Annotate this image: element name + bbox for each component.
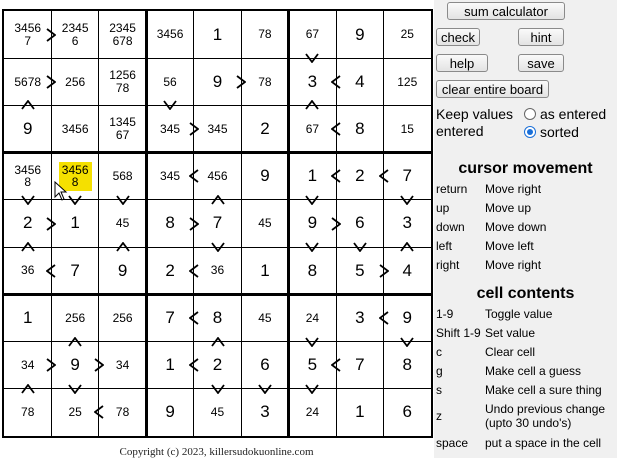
cell-r6c2[interactable]	[51, 247, 98, 294]
cell-value: 1	[355, 402, 365, 422]
cell-r9c6[interactable]	[241, 389, 288, 436]
chevron-down-icon	[258, 384, 272, 394]
cell-r7c8[interactable]	[336, 294, 383, 341]
cursor_movement-key: up	[436, 201, 450, 215]
cell_contents-key: z	[436, 409, 442, 423]
greater-than-icon	[189, 217, 199, 231]
cell-r7c1[interactable]	[4, 294, 51, 341]
cell-candidates: 3456 8	[14, 162, 42, 190]
cell-candidates: 34	[115, 357, 130, 372]
cell-r2c8[interactable]	[336, 58, 383, 105]
less-than-icon	[46, 264, 56, 278]
cell_contents-desc: Clear cell	[485, 345, 536, 359]
save-button[interactable]: save	[518, 54, 564, 72]
less-than-icon	[379, 169, 389, 183]
sudoku-board	[2, 9, 433, 438]
chevron-down-icon	[305, 53, 319, 63]
cell-candidates: 3456	[61, 121, 89, 136]
greater-than-icon	[189, 122, 199, 136]
cell-r1c7[interactable]	[289, 11, 336, 58]
cursor_movement-desc: Move left	[485, 239, 534, 253]
cell-r5c2[interactable]	[51, 200, 98, 247]
cell-value: 1	[260, 260, 270, 280]
greater-than-icon	[331, 217, 341, 231]
cell-value: 5	[355, 260, 365, 280]
chevron-down-icon	[163, 100, 177, 110]
help-button[interactable]: help	[436, 54, 488, 72]
cell-r1c2[interactable]	[51, 11, 98, 58]
cell-value: 1	[307, 166, 318, 186]
cell-r8c1[interactable]	[4, 342, 51, 389]
cell-value: 9	[22, 119, 33, 139]
greater-than-icon	[94, 358, 104, 372]
cell-candidates: 67	[305, 121, 320, 136]
cell-r4c6[interactable]	[241, 153, 288, 200]
chevron-up-icon	[400, 242, 414, 252]
cell-r1c4[interactable]	[146, 11, 193, 58]
cell-value: 9	[165, 402, 175, 422]
cell-candidates: 78	[258, 27, 272, 42]
cell-r4c3[interactable]	[99, 153, 146, 200]
cell-value: 8	[212, 307, 223, 327]
cell-value: 9	[402, 307, 412, 327]
cell-value: 1	[22, 307, 33, 327]
cell-value: 7	[70, 260, 80, 280]
cell-value: 3	[260, 402, 270, 422]
cell-candidates: 45	[210, 405, 225, 420]
cell-value: 8	[355, 119, 365, 139]
cell-candidates: 2345 678	[109, 21, 136, 48]
cursor-movement-title: cursor movement	[458, 160, 593, 177]
cell-value: 4	[355, 71, 365, 91]
cell-r4c4[interactable]	[146, 153, 193, 200]
chevron-down-icon	[68, 384, 82, 394]
cell-value: 2	[22, 213, 33, 233]
cell-r1c3[interactable]	[99, 11, 146, 58]
cell_contents-key: space	[436, 436, 469, 450]
cell-value: 8	[165, 213, 175, 233]
cell-r6c3[interactable]	[99, 247, 146, 294]
cell-r5c7[interactable]	[289, 200, 336, 247]
cell-candidates: 1256 78	[109, 68, 136, 95]
cursor_movement-desc: Move right	[485, 258, 542, 272]
cell-r2c5[interactable]	[194, 58, 241, 105]
less-than-icon	[189, 169, 199, 183]
cell-r6c6[interactable]	[241, 247, 288, 294]
cell-candidates: 5678	[14, 74, 42, 89]
cell-candidates: 568	[112, 168, 133, 183]
cell-r5c1[interactable]	[4, 200, 51, 247]
cell-value: 6	[355, 213, 365, 233]
cell-r6c4[interactable]	[146, 247, 193, 294]
cell-candidates: 25	[400, 27, 414, 42]
cell-r1c1[interactable]	[4, 11, 51, 58]
cell-r1c8[interactable]	[336, 11, 383, 58]
cell-candidates: 45	[258, 310, 272, 325]
chevron-down-icon	[68, 195, 82, 205]
cell-candidates: 3456 8	[59, 162, 92, 191]
cell-value: 3	[355, 307, 365, 327]
cell-value: 2	[260, 119, 270, 139]
cell_contents-key: Shift 1-9	[436, 326, 481, 340]
box-divider-vertical	[145, 11, 148, 436]
cell-contents-title: cell contents	[476, 285, 575, 302]
sum-calculator-button[interactable]: sum calculator	[447, 2, 565, 20]
cell_contents-key: c	[436, 345, 442, 359]
cell-r6c9[interactable]	[384, 247, 431, 294]
copyright-text: Copyright (c) 2023, killersudokuonline.com	[119, 446, 314, 458]
cell-value: 8	[307, 260, 318, 280]
cell-candidates: 67	[305, 27, 320, 42]
sorted-label: sorted	[540, 124, 579, 140]
cell-r8c5[interactable]	[194, 342, 241, 389]
cell-r8c9[interactable]	[384, 342, 431, 389]
cell-r5c5[interactable]	[194, 200, 241, 247]
cell-candidates: 256	[112, 310, 133, 325]
cell-value: 9	[260, 166, 270, 186]
cell-value: 1	[165, 355, 175, 375]
box-divider-horizontal	[4, 151, 431, 154]
chevron-up-icon	[21, 384, 35, 394]
cell-r2c3[interactable]	[99, 58, 146, 105]
cell-r8c2[interactable]	[51, 342, 98, 389]
cell-r6c7[interactable]	[289, 247, 336, 294]
less-than-icon	[189, 358, 199, 372]
cell-candidates: 45	[258, 216, 272, 231]
cell-candidates: 456	[207, 168, 228, 183]
cell-r4c8[interactable]	[336, 153, 383, 200]
cell-r2c4[interactable]	[146, 58, 193, 105]
cell-candidates: 45	[115, 216, 130, 231]
cell-value: 7	[402, 166, 412, 186]
cell-r3c4[interactable]	[146, 105, 193, 152]
grid-line-vertical	[98, 11, 99, 436]
cursor_movement-key: down	[436, 220, 465, 234]
grid-line-horizontal	[4, 58, 431, 59]
cell-r7c4[interactable]	[146, 294, 193, 341]
less-than-icon	[379, 311, 389, 325]
cell-r3c5[interactable]	[194, 105, 241, 152]
chevron-up-icon	[116, 242, 130, 252]
cell-r4c5[interactable]	[194, 153, 241, 200]
cell-candidates: 56	[163, 74, 177, 89]
cell-r9c8[interactable]	[336, 389, 383, 436]
cell-r7c2[interactable]	[51, 294, 98, 341]
greater-than-icon	[46, 217, 56, 231]
cell-candidates: 78	[115, 405, 130, 420]
cursor_movement-desc: Move right	[485, 182, 542, 196]
chevron-down-icon	[353, 242, 367, 252]
cell-value: 7	[212, 213, 223, 233]
cursor_movement-desc: Move up	[485, 201, 532, 215]
cell-value: 6	[260, 355, 270, 375]
chevron-down-icon	[305, 242, 319, 252]
cell_contents-desc: Toggle value	[485, 307, 553, 321]
cell-r9c5[interactable]	[194, 389, 241, 436]
cell_contents-desc: Make cell a sure thing	[485, 383, 602, 397]
cursor_movement-key: left	[436, 239, 453, 253]
cell-r6c1[interactable]	[4, 247, 51, 294]
cell-r3c6[interactable]	[241, 105, 288, 152]
cell-r8c8[interactable]	[336, 342, 383, 389]
cell-candidates: 15	[400, 121, 414, 136]
cell-r1c6[interactable]	[241, 11, 288, 58]
cell_contents-desc: Set value	[485, 326, 536, 340]
greater-than-icon	[46, 75, 56, 89]
less-than-icon	[331, 358, 341, 372]
cell-candidates: 24	[305, 405, 320, 420]
cell-value: 1	[212, 24, 223, 44]
cell-r5c8[interactable]	[336, 200, 383, 247]
cell-candidates: 78	[21, 405, 35, 420]
chevron-up-icon	[211, 195, 225, 205]
cell-value: 9	[117, 260, 128, 280]
cell-r5c4[interactable]	[146, 200, 193, 247]
cell-value: 7	[165, 307, 175, 327]
cell-candidates: 345	[160, 168, 181, 183]
cell-candidates: 24	[305, 310, 320, 325]
cell-r2c9[interactable]	[384, 58, 431, 105]
cell-value: 6	[402, 402, 412, 422]
cursor_movement-desc: Move down	[485, 220, 547, 234]
cell-candidates: 2345 6	[61, 21, 89, 48]
cell_contents-key: s	[436, 383, 442, 397]
sorted-radio[interactable]	[524, 126, 536, 138]
cursor_movement-key: return	[436, 182, 468, 196]
cell-r9c9[interactable]	[384, 389, 431, 436]
cell-r5c3[interactable]	[99, 200, 146, 247]
hint-button[interactable]: hint	[518, 28, 564, 46]
cell-candidates: 1345 67	[109, 115, 136, 143]
cell-value: 8	[402, 355, 412, 375]
chevron-down-icon	[211, 384, 225, 394]
cell-r9c3[interactable]	[99, 389, 146, 436]
cell-r1c9[interactable]	[384, 11, 431, 58]
cell-value: 9	[70, 355, 80, 375]
cell-r2c7[interactable]	[289, 58, 336, 105]
control-panel	[434, 0, 617, 458]
greater-than-icon	[236, 75, 246, 89]
chevron-down-icon	[400, 337, 414, 347]
cell-r2c6[interactable]	[241, 58, 288, 105]
cell-r5c9[interactable]	[384, 200, 431, 247]
cell-value: 1	[70, 213, 80, 233]
cell-candidates: 125	[397, 74, 418, 89]
cell-value: 3	[307, 71, 318, 91]
grid-line-horizontal	[4, 105, 431, 106]
box-divider-horizontal	[4, 293, 431, 296]
cell-r4c9[interactable]	[384, 153, 431, 200]
chevron-down-icon	[116, 195, 130, 205]
cell-candidates: 345	[207, 121, 228, 136]
cell-candidates: 256	[65, 74, 86, 89]
cell-r4c7[interactable]	[289, 153, 336, 200]
chevron-up-icon	[21, 242, 35, 252]
greater-than-icon	[379, 264, 389, 278]
cell-candidates: 36	[21, 263, 35, 278]
cell-r3c1[interactable]	[4, 105, 51, 152]
less-than-icon	[94, 405, 104, 419]
cell_contents-desc: put a space in the cell	[485, 436, 602, 450]
cell-r2c2[interactable]	[51, 58, 98, 105]
cell-r6c8[interactable]	[336, 247, 383, 294]
cell-r8c6[interactable]	[241, 342, 288, 389]
cell-r1c5[interactable]	[194, 11, 241, 58]
cell-r3c8[interactable]	[336, 105, 383, 152]
cell-r9c4[interactable]	[146, 389, 193, 436]
clear-board-button[interactable]: clear entire board	[436, 80, 549, 98]
cell-r7c3[interactable]	[99, 294, 146, 341]
cell-candidates: 34	[21, 357, 35, 372]
cell-candidates: 256	[65, 310, 86, 325]
cell-r8c7[interactable]	[289, 342, 336, 389]
greater-than-icon	[46, 358, 56, 372]
cell_contents-desc: Undo previous change (upto 30 undo's)	[485, 402, 606, 431]
less-than-icon	[331, 122, 341, 136]
as-entered-label: as entered	[540, 106, 607, 122]
cell_contents-desc: Make cell a guess	[485, 364, 582, 378]
mouse-pointer-icon	[54, 181, 68, 201]
cell-value: 2	[165, 260, 175, 280]
cell-candidates: 78	[258, 74, 272, 89]
less-than-icon	[331, 169, 341, 183]
cell-value: 4	[402, 260, 412, 280]
chevron-up-icon	[68, 337, 82, 347]
cursor_movement-key: right	[436, 258, 460, 272]
chevron-down-icon	[400, 195, 414, 205]
cell-r7c6[interactable]	[241, 294, 288, 341]
cell-value: 5	[307, 355, 318, 375]
box-divider-vertical	[287, 11, 290, 436]
cell-r9c7[interactable]	[289, 389, 336, 436]
cell-r7c7[interactable]	[289, 294, 336, 341]
keep-values-label-2: entered	[436, 123, 484, 139]
cell-candidates: 3456 7	[14, 21, 42, 48]
chevron-down-icon	[211, 242, 225, 252]
chevron-up-icon	[211, 337, 225, 347]
cell_contents-key: 1-9	[436, 307, 454, 321]
cell-r5c6[interactable]	[241, 200, 288, 247]
cell-r3c2[interactable]	[51, 105, 98, 152]
chevron-up-icon	[305, 100, 319, 110]
cell-r8c3[interactable]	[99, 342, 146, 389]
cell-r7c5[interactable]	[194, 294, 241, 341]
cell-value: 2	[212, 355, 223, 375]
cell-candidates: 25	[68, 405, 82, 420]
keep-values-label: Keep values	[436, 106, 514, 122]
less-than-icon	[189, 311, 199, 325]
cell-r6c5[interactable]	[194, 247, 241, 294]
as-entered-radio[interactable]	[524, 108, 536, 120]
cell-r3c3[interactable]	[99, 105, 146, 152]
cell-value: 2	[355, 166, 365, 186]
chevron-down-icon	[305, 337, 319, 347]
cell-value: 9	[355, 24, 365, 44]
cell-r4c1[interactable]	[4, 153, 51, 200]
cell-r2c1[interactable]	[4, 58, 51, 105]
less-than-icon	[331, 75, 341, 89]
cell-value: 9	[212, 71, 223, 91]
cell-r7c9[interactable]	[384, 294, 431, 341]
cell-candidates: 3456	[156, 27, 184, 42]
cell-r9c1[interactable]	[4, 389, 51, 436]
chevron-down-icon	[305, 195, 319, 205]
cell-value: 7	[355, 355, 365, 375]
cell-r3c7[interactable]	[289, 105, 336, 152]
cell-candidates: 36	[210, 263, 225, 278]
greater-than-icon	[46, 28, 56, 42]
chevron-up-icon	[21, 100, 35, 110]
cell-candidates: 345	[160, 121, 181, 136]
check-button[interactable]: check	[436, 28, 480, 46]
grid-line-vertical	[383, 11, 384, 436]
cell-value: 3	[402, 213, 412, 233]
cell-value: 9	[307, 213, 318, 233]
chevron-down-icon	[305, 384, 319, 394]
cell-r9c2[interactable]	[51, 389, 98, 436]
cell-r8c4[interactable]	[146, 342, 193, 389]
cell_contents-key: g	[436, 364, 443, 378]
cell-r3c9[interactable]	[384, 105, 431, 152]
less-than-icon	[189, 264, 199, 278]
chevron-down-icon	[21, 195, 35, 205]
